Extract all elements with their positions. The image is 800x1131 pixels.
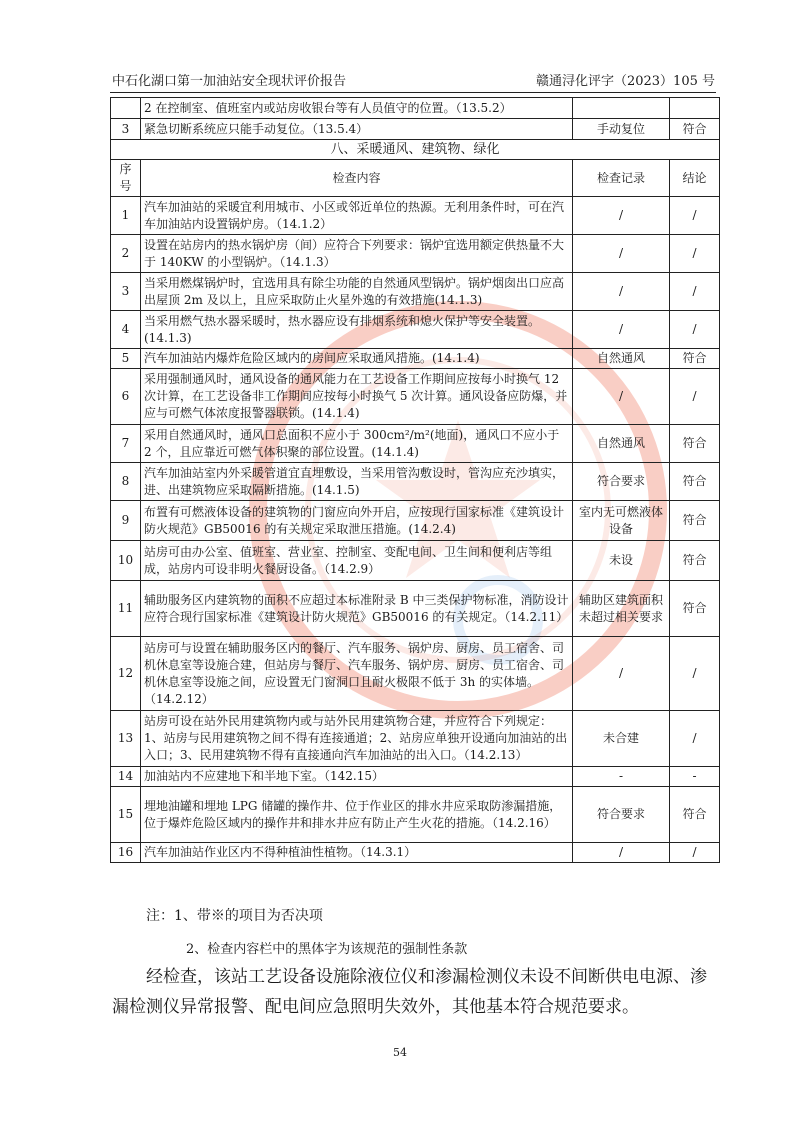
row-number: 9 (111, 501, 141, 541)
row-content: 站房可由办公室、值班室、营业室、控制室、变配电间、卫生间和便利店等组成，站房内可设非明火餐厨设备。（14.2.9） (141, 541, 573, 581)
note-line-1: 注：1、带※的项目为否决项 (146, 908, 323, 924)
row-number: 14 (111, 767, 141, 787)
table-row (111, 197, 720, 235)
row-number: 7 (111, 425, 141, 463)
row-result: 符合 (670, 349, 720, 369)
row-result: / (670, 369, 720, 425)
row-content: 设置在站房内的热水锅炉房（间）应符合下列要求：锅炉宜选用额定供热量不大于 140KW 的小型锅炉。（14.1.3） (141, 235, 573, 273)
row-content: 2 在控制室、值班室内或站房收银台等有人员值守的位置。（13.5.2） (141, 98, 573, 119)
table-row (111, 311, 720, 349)
row-number: 2 (111, 235, 141, 273)
row-record: 手动复位 (573, 119, 670, 140)
row-number: 15 (111, 787, 141, 843)
row-number: 3 (111, 273, 141, 311)
summary-paragraph: 经检查，该站工艺设备设施除液位仪和渗漏检测仪未设不间断供电电源、渗漏检测仪异常报警、配电间应急照明失效外，其他基本符合规范要求。 (112, 967, 707, 1017)
header-report-title: 中石化湖口第一加油站安全现状评价报告 (112, 74, 347, 89)
row-record: / (573, 273, 670, 311)
row-content: 紧急切断系统应只能手动复位。（13.5.4） (141, 119, 573, 140)
row-content: 当采用燃气热水器采暖时，热水器应设有排烟系统和熄火保护等安全装置。(14.1.3) (141, 311, 573, 349)
row-number: 4 (111, 311, 141, 349)
row-content: 汽车加油站内爆炸危险区域内的房间应采取通风措施。(14.1.4) (141, 349, 573, 369)
row-result: / (670, 235, 720, 273)
table-row (111, 369, 720, 425)
note-line-2: 2、检查内容栏中的黑体字为该规范的强制性条款 (186, 942, 468, 957)
row-result: 符合 (670, 425, 720, 463)
row-result (670, 98, 720, 119)
row-content: 汽车加油站作业区内不得种植油性植物。（14.3.1） (141, 843, 573, 863)
table-row (111, 425, 720, 463)
row-result: / (670, 711, 720, 767)
row-content: 当采用燃煤锅炉时，宜选用具有除尘功能的自然通风型锅炉。锅炉烟囱出口应高出屋顶 2m 及以上，且应采取防止火星外逸的有效措施(14.1.3) (141, 273, 573, 311)
row-record: 未合建 (573, 711, 670, 767)
row-result: / (670, 197, 720, 235)
table-row (111, 98, 720, 119)
row-content: 汽车加油站的采暖宜利用城市、小区或邻近单位的热源。无利用条件时，可在汽车加油站内设置锅炉房。（14.1.2） (141, 197, 573, 235)
row-content: 采用强制通风时，通风设备的通风能力在工艺设备工作期间应按每小时换气 12 次计算，在工艺设备非工作期间应按每小时换气 5 次计算。通风设备应防爆，并应与可燃气体浓度报警器联锁。(14.1.4) (141, 369, 573, 425)
row-record (573, 98, 670, 119)
row-result: / (670, 273, 720, 311)
row-number: 6 (111, 369, 141, 425)
table-row (111, 787, 720, 843)
table-row (111, 843, 720, 863)
row-number: 16 (111, 843, 141, 863)
table-row (111, 637, 720, 711)
section-title: 八、采暖通风、建筑物、绿化 (111, 140, 720, 160)
row-number: 5 (111, 349, 141, 369)
table-row (111, 541, 720, 581)
table-row (111, 119, 720, 140)
row-result: 符合 (670, 787, 720, 843)
row-number (111, 98, 141, 119)
row-content: 汽车加油站室内外采暖管道宜直埋敷设，当采用管沟敷设时，管沟应充沙填实，进、出建筑物应采取隔断措施。(14.1.5) (141, 463, 573, 501)
column-header-content: 检查内容 (141, 160, 573, 197)
row-number: 3 (111, 119, 141, 140)
row-record: 辅助区建筑面积未超过相关要求 (573, 581, 670, 637)
row-record: 符合要求 (573, 787, 670, 843)
page-number: 54 (393, 1046, 407, 1059)
column-header-row (111, 160, 720, 197)
row-content: 埋地油罐和埋地 LPG 储罐的操作井、位于作业区的排水井应采取防渗漏措施，位于爆炸危险区域内的操作井和排水井应有防止产生火花的措施。（14.2.16） (141, 787, 573, 843)
column-header-result: 结论 (670, 160, 720, 197)
row-record: 自然通风 (573, 349, 670, 369)
row-result: 符合 (670, 541, 720, 581)
column-header-no: 序号 (111, 160, 141, 197)
row-result: 符合 (670, 119, 720, 140)
header-document-number: 赣通浔化评字（2023）105 号 (535, 74, 715, 89)
row-record: / (573, 369, 670, 425)
row-record: / (573, 637, 670, 711)
row-number: 13 (111, 711, 141, 767)
row-record: / (573, 235, 670, 273)
table-row (111, 349, 720, 369)
row-number: 12 (111, 637, 141, 711)
row-record: / (573, 311, 670, 349)
row-number: 11 (111, 581, 141, 637)
row-result: - (670, 767, 720, 787)
table-row (111, 235, 720, 273)
header-rule (110, 92, 716, 93)
inspection-table (110, 97, 720, 863)
row-record: / (573, 197, 670, 235)
table-row (111, 767, 720, 787)
row-content: 采用自然通风时，通风口总面积不应小于 300cm²/m²(地面)，通风口不应小于 2 个，且应靠近可燃气体积聚的部位设置。(14.1.4) (141, 425, 573, 463)
row-result: / (670, 311, 720, 349)
table-row (111, 711, 720, 767)
row-content: 站房可与设置在辅助服务区内的餐厅、汽车服务、锅炉房、厨房、员工宿舍、司机休息室等设施合建，但站房与餐厅、汽车服务、锅炉房、厨房、员工宿舍、司机休息室等设施之间，应设置无门窗洞口且耐火极限不低于 3h 的实体墙。（14.2.12） (141, 637, 573, 711)
row-record: 符合要求 (573, 463, 670, 501)
table-row (111, 273, 720, 311)
row-result: 符合 (670, 581, 720, 637)
row-content: 布置有可燃液体设备的建筑物的门窗应向外开启，应按现行国家标准《建筑设计防火规范》GB50016 的有关规定采取泄压措施。(14.2.4) (141, 501, 573, 541)
table-row (111, 463, 720, 501)
row-number: 10 (111, 541, 141, 581)
row-content: 站房可设在站外民用建筑物内或与站外民用建筑物合建，并应符合下列规定：1、站房与民用建筑物之间不得有连接通道；2、站房应单独开设通向加油站的出入口；3、民用建筑物不得有直接通向汽车加油站的出入口。（14.2.13） (141, 711, 573, 767)
row-record: 未设 (573, 541, 670, 581)
row-result: 符合 (670, 501, 720, 541)
section-row (111, 140, 720, 160)
row-content: 辅助服务区内建筑物的面积不应超过本标准附录 B 中三类保护物标准，消防设计应符合现行国家标准《建筑设计防火规范》GB50016 的有关规定。（14.2.11） (141, 581, 573, 637)
row-record: 自然通风 (573, 425, 670, 463)
column-header-record: 检查记录 (573, 160, 670, 197)
table-row (111, 501, 720, 541)
row-record: 室内无可燃液体设备 (573, 501, 670, 541)
row-result: / (670, 637, 720, 711)
row-result: 符合 (670, 463, 720, 501)
table-row (111, 581, 720, 637)
row-record: / (573, 843, 670, 863)
row-number: 1 (111, 197, 141, 235)
row-result: / (670, 843, 720, 863)
row-content: 加油站内不应建地下和半地下室。（142.15） (141, 767, 573, 787)
row-number: 8 (111, 463, 141, 501)
row-record: - (573, 767, 670, 787)
